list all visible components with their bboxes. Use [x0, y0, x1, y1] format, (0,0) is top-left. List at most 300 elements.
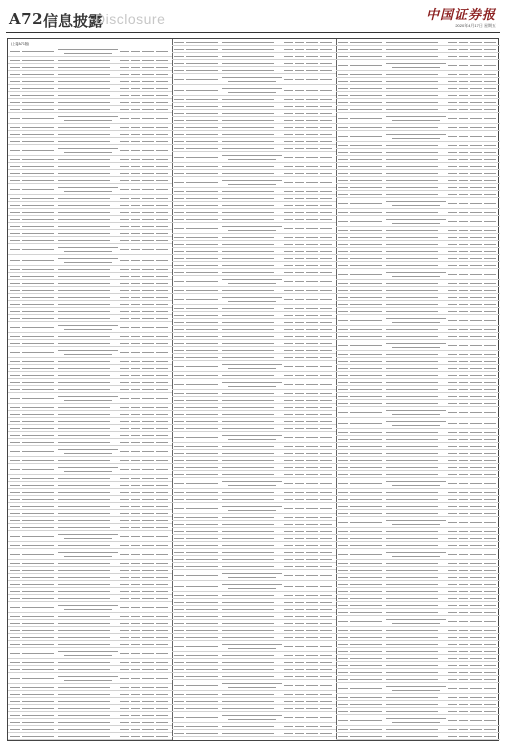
text-placeholder-stroke: [484, 382, 496, 383]
text-placeholder-stroke: [22, 451, 54, 452]
text-placeholder-stroke: [338, 166, 348, 167]
text-placeholder-stroke: [470, 396, 482, 397]
text-placeholder-stroke: [306, 366, 318, 367]
text-placeholder-stroke: [10, 212, 20, 213]
text-placeholder-stroke: [386, 563, 438, 564]
text-placeholder-stroke: [142, 95, 154, 96]
text-placeholder-stroke: [448, 375, 457, 376]
text-placeholder-stroke: [222, 173, 274, 174]
text-placeholder-stroke: [222, 421, 274, 422]
text-placeholder-stroke: [58, 116, 118, 117]
text-placeholder-stroke: [470, 145, 482, 146]
text-placeholder-stroke: [142, 694, 154, 695]
text-placeholder-stroke: [448, 492, 457, 493]
text-placeholder-stroke: [350, 483, 382, 484]
text-placeholder-stroke: [131, 260, 140, 261]
text-placeholder-stroke: [10, 607, 20, 608]
listing-row: [172, 195, 336, 202]
text-placeholder-stroke: [448, 368, 457, 369]
text-placeholder-stroke: [459, 720, 468, 721]
listing-row: [336, 241, 500, 248]
text-placeholder-stroke: [484, 375, 496, 376]
text-placeholder-stroke: [120, 492, 129, 493]
text-placeholder-stroke: [386, 630, 438, 631]
text-placeholder-stroke: [131, 584, 140, 585]
text-placeholder-stroke: [58, 584, 110, 585]
text-placeholder-stroke: [120, 95, 129, 96]
text-placeholder-stroke: [350, 290, 382, 291]
text-placeholder-stroke: [222, 676, 274, 677]
text-placeholder-stroke: [338, 88, 348, 89]
text-placeholder-stroke: [228, 485, 276, 486]
text-placeholder-stroke: [142, 513, 154, 514]
text-placeholder-stroke: [120, 361, 129, 362]
text-placeholder-stroke: [386, 95, 438, 96]
text-placeholder-stroke: [10, 694, 20, 695]
text-placeholder-stroke: [284, 595, 293, 596]
text-placeholder-stroke: [142, 260, 154, 261]
text-placeholder-stroke: [448, 304, 457, 305]
text-placeholder-stroke: [174, 375, 184, 376]
listing-row: [8, 92, 172, 99]
text-placeholder-stroke: [120, 623, 129, 624]
listing-row: [336, 510, 500, 517]
text-placeholder-stroke: [459, 729, 468, 730]
text-placeholder-stroke: [284, 290, 293, 291]
text-placeholder-stroke: [320, 127, 332, 128]
text-placeholder-stroke: [131, 428, 140, 429]
listing-row: [172, 163, 336, 170]
text-placeholder-stroke: [338, 258, 348, 259]
text-placeholder-stroke: [58, 676, 118, 677]
text-placeholder-stroke: [484, 56, 496, 57]
text-placeholder-stroke: [22, 637, 54, 638]
text-placeholder-stroke: [174, 49, 184, 50]
text-placeholder-stroke: [228, 81, 276, 82]
text-placeholder-stroke: [58, 662, 110, 663]
text-placeholder-stroke: [58, 166, 110, 167]
listing-row: [172, 170, 336, 177]
text-placeholder-stroke: [306, 676, 318, 677]
text-placeholder-stroke: [386, 619, 446, 620]
text-placeholder-stroke: [459, 423, 468, 424]
text-placeholder-stroke: [295, 237, 304, 238]
text-placeholder-stroke: [222, 237, 274, 238]
text-placeholder-stroke: [10, 414, 20, 415]
text-placeholder-stroke: [142, 159, 154, 160]
text-placeholder-stroke: [222, 414, 274, 415]
text-placeholder-stroke: [284, 237, 293, 238]
text-placeholder-stroke: [186, 212, 218, 213]
listing-row: [336, 418, 500, 429]
listing-row: [8, 733, 172, 740]
text-placeholder-stroke: [306, 655, 318, 656]
listing-row: [8, 496, 172, 503]
text-placeholder-stroke: [459, 651, 468, 652]
text-placeholder-stroke: [156, 428, 168, 429]
text-placeholder-stroke: [142, 669, 154, 670]
text-placeholder-stroke: [64, 400, 112, 401]
text-placeholder-stroke: [156, 249, 168, 250]
text-placeholder-stroke: [470, 251, 482, 252]
listing-row: [172, 209, 336, 216]
text-placeholder-stroke: [386, 531, 438, 532]
text-placeholder-stroke: [174, 414, 184, 415]
text-placeholder-stroke: [320, 428, 332, 429]
text-placeholder-stroke: [142, 118, 154, 119]
text-placeholder-stroke: [10, 428, 20, 429]
text-placeholder-stroke: [306, 281, 318, 282]
listing-row: [172, 723, 336, 730]
listing-row: [172, 528, 336, 535]
text-placeholder-stroke: [306, 290, 318, 291]
text-placeholder-stroke: [10, 435, 20, 436]
text-placeholder-stroke: [186, 726, 218, 727]
text-placeholder-stroke: [350, 368, 382, 369]
text-placeholder-stroke: [320, 517, 332, 518]
text-placeholder-stroke: [131, 485, 140, 486]
text-placeholder-stroke: [142, 687, 154, 688]
text-placeholder-stroke: [484, 81, 496, 82]
text-placeholder-stroke: [142, 283, 154, 284]
text-placeholder-stroke: [120, 630, 129, 631]
text-placeholder-stroke: [306, 106, 318, 107]
text-placeholder-stroke: [58, 325, 118, 326]
text-placeholder-stroke: [64, 680, 112, 681]
text-placeholder-stroke: [459, 736, 468, 737]
text-placeholder-stroke: [448, 74, 457, 75]
text-placeholder-stroke: [58, 304, 110, 305]
text-placeholder-stroke: [386, 49, 438, 50]
text-placeholder-stroke: [10, 485, 20, 486]
text-placeholder-stroke: [320, 191, 332, 192]
text-placeholder-stroke: [120, 336, 129, 337]
text-placeholder-stroke: [306, 492, 318, 493]
text-placeholder-stroke: [58, 513, 110, 514]
text-placeholder-stroke: [448, 152, 457, 153]
text-placeholder-stroke: [10, 205, 20, 206]
listing-row: [172, 503, 336, 514]
text-placeholder-stroke: [470, 166, 482, 167]
text-placeholder-stroke: [284, 265, 293, 266]
text-placeholder-stroke: [186, 637, 218, 638]
text-placeholder-stroke: [174, 733, 184, 734]
text-placeholder-stroke: [338, 492, 348, 493]
listing-row: [172, 542, 336, 549]
text-placeholder-stroke: [306, 575, 318, 576]
text-placeholder-stroke: [22, 687, 54, 688]
text-placeholder-stroke: [320, 99, 332, 100]
text-placeholder-stroke: [306, 726, 318, 727]
text-placeholder-stroke: [222, 467, 274, 468]
text-placeholder-stroke: [320, 56, 332, 57]
text-placeholder-stroke: [484, 672, 496, 673]
listing-row: [8, 333, 172, 340]
text-placeholder-stroke: [174, 272, 184, 273]
listing-row: [336, 71, 500, 78]
listing-row: [336, 726, 500, 733]
text-placeholder-stroke: [470, 187, 482, 188]
text-placeholder-stroke: [131, 318, 140, 319]
text-placeholder-stroke: [320, 655, 332, 656]
text-placeholder-stroke: [386, 88, 438, 89]
text-placeholder-stroke: [120, 687, 129, 688]
text-placeholder-stroke: [350, 109, 382, 110]
text-placeholder-stroke: [174, 602, 184, 603]
text-placeholder-stroke: [295, 157, 304, 158]
text-placeholder-stroke: [350, 474, 382, 475]
text-placeholder-stroke: [295, 134, 304, 135]
text-placeholder-stroke: [448, 605, 457, 606]
text-placeholder-stroke: [58, 729, 110, 730]
text-placeholder-stroke: [459, 81, 468, 82]
text-placeholder-stroke: [484, 187, 496, 188]
text-placeholder-stroke: [392, 205, 440, 206]
text-placeholder-stroke: [338, 187, 348, 188]
text-placeholder-stroke: [338, 159, 348, 160]
text-placeholder-stroke: [142, 290, 154, 291]
text-placeholder-stroke: [58, 102, 110, 103]
listing-column-1: [8, 39, 173, 740]
text-placeholder-stroke: [222, 460, 274, 461]
text-placeholder-stroke: [22, 414, 54, 415]
text-placeholder-stroke: [10, 141, 20, 142]
text-placeholder-stroke: [222, 669, 274, 670]
text-placeholder-stroke: [156, 398, 168, 399]
text-placeholder-stroke: [284, 198, 293, 199]
text-placeholder-stroke: [284, 343, 293, 344]
text-placeholder-stroke: [22, 297, 54, 298]
text-placeholder-stroke: [459, 336, 468, 337]
text-placeholder-stroke: [174, 350, 184, 351]
text-placeholder-stroke: [186, 524, 218, 525]
text-placeholder-stroke: [222, 134, 274, 135]
text-placeholder-stroke: [156, 644, 168, 645]
text-placeholder-stroke: [58, 630, 110, 631]
text-placeholder-stroke: [222, 545, 274, 546]
text-placeholder-stroke: [22, 260, 54, 261]
text-placeholder-stroke: [10, 343, 20, 344]
text-placeholder-stroke: [222, 141, 274, 142]
text-placeholder-stroke: [350, 244, 382, 245]
text-placeholder-stroke: [186, 602, 218, 603]
text-placeholder-stroke: [386, 686, 446, 687]
text-placeholder-stroke: [131, 644, 140, 645]
text-placeholder-stroke: [338, 554, 348, 555]
text-placeholder-stroke: [386, 421, 446, 422]
text-placeholder-stroke: [448, 237, 457, 238]
text-placeholder-stroke: [320, 685, 332, 686]
text-placeholder-stroke: [295, 508, 304, 509]
text-placeholder-stroke: [448, 127, 457, 128]
text-placeholder-stroke: [350, 665, 382, 666]
text-placeholder-stroke: [320, 299, 332, 300]
text-placeholder-stroke: [338, 474, 348, 475]
text-placeholder-stroke: [58, 141, 110, 142]
text-placeholder-stroke: [156, 173, 168, 174]
text-placeholder-stroke: [484, 630, 496, 631]
listing-row: [172, 361, 336, 372]
text-placeholder-stroke: [306, 315, 318, 316]
text-placeholder-stroke: [295, 148, 304, 149]
text-placeholder-stroke: [459, 554, 468, 555]
text-placeholder-stroke: [284, 42, 293, 43]
text-placeholder-stroke: [448, 180, 457, 181]
text-placeholder-stroke: [295, 127, 304, 128]
text-placeholder-stroke: [306, 616, 318, 617]
text-placeholder-stroke: [350, 563, 382, 564]
text-placeholder-stroke: [10, 506, 20, 507]
text-placeholder-stroke: [470, 688, 482, 689]
text-placeholder-stroke: [459, 283, 468, 284]
listing-row: [172, 712, 336, 723]
text-placeholder-stroke: [350, 145, 382, 146]
listing-row: [336, 177, 500, 184]
text-placeholder-stroke: [222, 77, 282, 78]
text-placeholder-stroke: [295, 258, 304, 259]
text-placeholder-stroke: [58, 148, 118, 149]
text-placeholder-stroke: [448, 329, 457, 330]
text-placeholder-stroke: [295, 244, 304, 245]
listing-row: [336, 184, 500, 191]
text-placeholder-stroke: [350, 736, 382, 737]
text-placeholder-stroke: [58, 226, 110, 227]
text-placeholder-stroke: [186, 281, 218, 282]
text-placeholder-stroke: [174, 106, 184, 107]
text-placeholder-stroke: [174, 299, 184, 300]
text-placeholder-stroke: [386, 109, 438, 110]
text-placeholder-stroke: [58, 109, 110, 110]
text-placeholder-stroke: [142, 389, 154, 390]
text-placeholder-stroke: [284, 79, 293, 80]
text-placeholder-stroke: [320, 290, 332, 291]
text-placeholder-stroke: [306, 453, 318, 454]
text-placeholder-stroke: [306, 272, 318, 273]
text-placeholder-stroke: [174, 623, 184, 624]
listing-row: [336, 489, 500, 496]
text-placeholder-stroke: [156, 375, 168, 376]
text-placeholder-stroke: [470, 354, 482, 355]
text-placeholder-stroke: [120, 644, 129, 645]
text-placeholder-stroke: [306, 400, 318, 401]
text-placeholder-stroke: [448, 591, 457, 592]
text-placeholder-stroke: [386, 499, 438, 500]
text-placeholder-stroke: [320, 602, 332, 603]
text-placeholder-stroke: [131, 398, 140, 399]
text-placeholder-stroke: [120, 577, 129, 578]
text-placeholder-stroke: [320, 623, 332, 624]
text-placeholder-stroke: [320, 375, 332, 376]
text-placeholder-stroke: [306, 244, 318, 245]
text-placeholder-stroke: [350, 506, 382, 507]
text-placeholder-stroke: [131, 607, 140, 608]
text-placeholder-stroke: [284, 662, 293, 663]
text-placeholder-stroke: [22, 398, 54, 399]
text-placeholder-stroke: [470, 283, 482, 284]
text-placeholder-stroke: [131, 577, 140, 578]
text-placeholder-stroke: [338, 688, 348, 689]
text-placeholder-stroke: [386, 432, 438, 433]
text-placeholder-stroke: [320, 141, 332, 142]
text-placeholder-stroke: [131, 616, 140, 617]
listing-row: [336, 308, 500, 315]
listing-row: [8, 216, 172, 223]
text-placeholder-stroke: [222, 191, 274, 192]
text-placeholder-stroke: [120, 127, 129, 128]
text-placeholder-stroke: [484, 453, 496, 454]
text-placeholder-stroke: [58, 240, 110, 241]
text-placeholder-stroke: [484, 49, 496, 50]
text-placeholder-stroke: [10, 352, 20, 353]
text-placeholder-stroke: [306, 63, 318, 64]
text-placeholder-stroke: [392, 138, 440, 139]
text-placeholder-stroke: [350, 720, 382, 721]
text-placeholder-stroke: [284, 685, 293, 686]
text-placeholder-stroke: [459, 297, 468, 298]
text-placeholder-stroke: [448, 584, 457, 585]
listing-row: [8, 78, 172, 85]
text-placeholder-stroke: [142, 637, 154, 638]
text-placeholder-stroke: [320, 366, 332, 367]
text-placeholder-stroke: [338, 612, 348, 613]
text-placeholder-stroke: [10, 492, 20, 493]
text-placeholder-stroke: [58, 435, 110, 436]
text-placeholder-stroke: [186, 552, 218, 553]
text-placeholder-stroke: [350, 672, 382, 673]
text-placeholder-stroke: [222, 715, 282, 716]
text-placeholder-stroke: [131, 701, 140, 702]
text-placeholder-stroke: [295, 616, 304, 617]
text-placeholder-stroke: [470, 375, 482, 376]
text-placeholder-stroke: [306, 384, 318, 385]
text-placeholder-stroke: [320, 42, 332, 43]
text-placeholder-stroke: [10, 368, 20, 369]
listing-row: [336, 627, 500, 634]
text-placeholder-stroke: [58, 269, 110, 270]
text-placeholder-stroke: [484, 584, 496, 585]
text-placeholder-stroke: [295, 474, 304, 475]
text-placeholder-stroke: [392, 690, 440, 691]
listing-row: [172, 379, 336, 390]
listing-row: [8, 386, 172, 393]
text-placeholder-stroke: [484, 251, 496, 252]
text-placeholder-stroke: [320, 545, 332, 546]
text-placeholder-stroke: [459, 375, 468, 376]
text-placeholder-stroke: [174, 205, 184, 206]
text-placeholder-stroke: [222, 453, 274, 454]
text-placeholder-stroke: [386, 382, 438, 383]
listing-row: [8, 71, 172, 78]
text-placeholder-stroke: [120, 469, 129, 470]
text-placeholder-stroke: [120, 283, 129, 284]
text-placeholder-stroke: [58, 421, 110, 422]
text-placeholder-stroke: [350, 166, 382, 167]
text-placeholder-stroke: [386, 605, 438, 606]
text-placeholder-stroke: [459, 95, 468, 96]
text-placeholder-stroke: [295, 609, 304, 610]
text-placeholder-stroke: [120, 269, 129, 270]
text-placeholder-stroke: [320, 251, 332, 252]
listing-row: [336, 149, 500, 156]
text-placeholder-stroke: [484, 244, 496, 245]
text-placeholder-stroke: [284, 244, 293, 245]
text-placeholder-stroke: [484, 304, 496, 305]
listing-row: [8, 64, 172, 71]
text-placeholder-stroke: [222, 258, 274, 259]
listing-row: [336, 248, 500, 255]
listing-row: [336, 379, 500, 386]
listing-row: [172, 269, 336, 276]
